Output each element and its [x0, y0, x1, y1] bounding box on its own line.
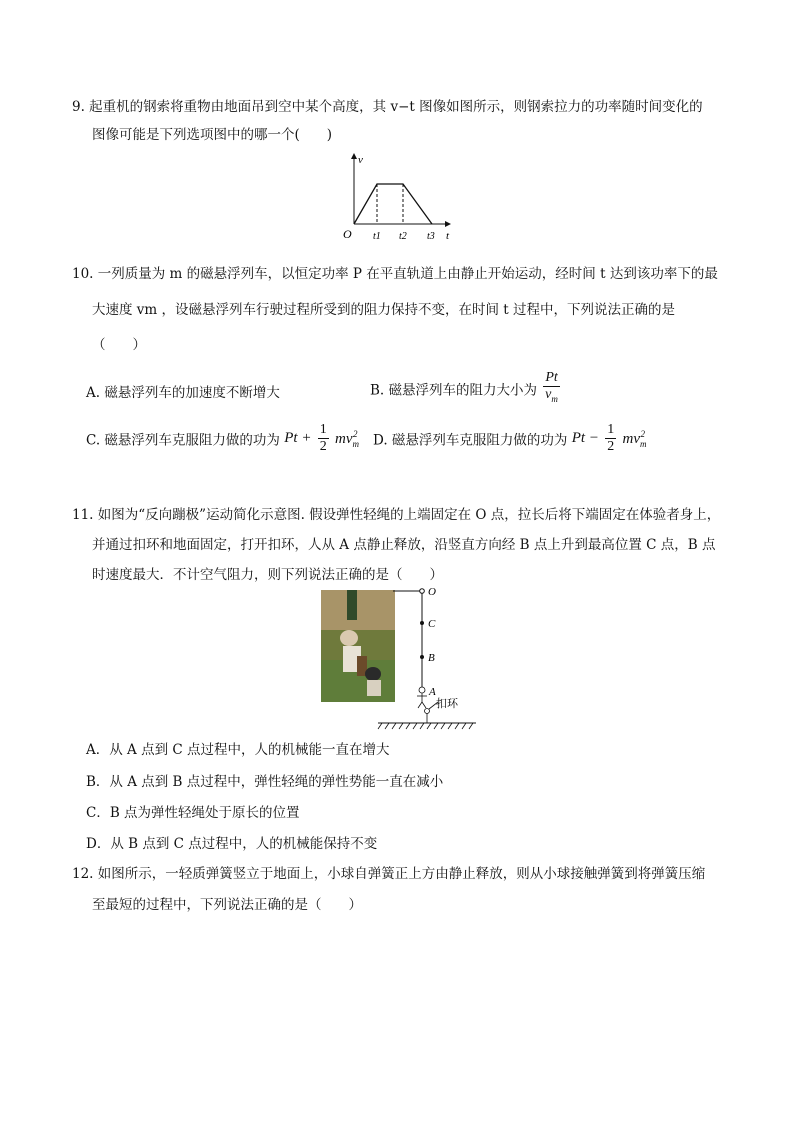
q9-line1: 9. 起重机的钢索将重物由地面吊到空中某个高度，其 v−t 图像如图所示，则钢索拉力的功率随时间变化的: [72, 99, 703, 115]
q10-option-d-text: D. 磁悬浮列车克服阻力做的功为: [373, 432, 568, 449]
q11-line1: 11. 如图为“反向蹦极”运动简化示意图. 假设弹性轻绳的上端固定在 O 点，拉长后将下端固定在体验者身上，: [72, 507, 721, 523]
q11-line3: 时速度最大．不计空气阻力，则下列说法正确的是（ ）: [92, 567, 443, 583]
q10-option-a: A. 磁悬浮列车的加速度不断增大: [86, 385, 280, 401]
q10-option-c: C. 磁悬浮列车克服阻力做的功为 Pt + $\frac{1}{2}$ $mv_m^2$: [86, 422, 360, 454]
q10-line2: 大速度 vm ，设磁悬浮列车行驶过程所受到的阻力保持不变，在时间 t 过程中，下列说法正确的是: [92, 302, 676, 318]
q10-option-c-fraction: $\frac{1}{2}$: [319, 422, 327, 454]
person-head: [419, 687, 425, 693]
q11-option-a: A．从 A 点到 C 点过程中，人的机械能一直在增大: [86, 742, 390, 758]
point-c: [420, 621, 424, 625]
bungee-schematic: [372, 585, 480, 731]
q10-option-d-fraction: $\frac{1}{2}$: [607, 422, 615, 454]
t2-label: t2: [399, 231, 407, 242]
t1-label: t1: [373, 231, 381, 242]
q10-option-b: [370, 370, 562, 407]
q11-option-d: D．从 B 点到 C 点过程中，人的机械能保持不变: [86, 836, 378, 852]
q11-line2: 并通过扣环和地面固定，打开扣环，人从 A 点静止释放，沿竖直方向经 B 点上升到最高位置 C 点，B 点: [92, 537, 716, 553]
q9-vt-graph: [335, 150, 465, 242]
label-clip: 扣环: [436, 698, 458, 710]
clip-ring: [425, 709, 430, 714]
q10-line3: （ ）: [92, 337, 146, 353]
q10-option-b-text: B. 磁悬浮列车的阻力大小为: [370, 382, 538, 399]
q10-option-d: D. 磁悬浮列车克服阻力做的功为 Pt − $\frac{1}{2}$ $mv_m^2$: [373, 422, 647, 454]
point-o: [420, 589, 425, 594]
v-label: v: [358, 154, 363, 166]
q11-option-b: B．从 A 点到 B 点过程中，弹性轻绳的弹性势能一直在减小: [86, 774, 444, 790]
q11-option-c: C．B 点为弹性轻绳处于原长的位置: [86, 805, 300, 821]
origin-label: O: [343, 227, 352, 241]
label-c: C: [428, 618, 436, 630]
q12-line2: 至最短的过程中，下列说法正确的是（ ）: [92, 897, 362, 913]
vt-curve: [354, 184, 432, 224]
q10-option-b-fraction: $\frac{Pt}{v_m}$: [545, 370, 558, 404]
q9-line2: 图像可能是下列选项图中的哪一个( ): [92, 127, 333, 143]
point-b: [420, 655, 424, 659]
q12-line1: 12. 如图所示，一轻质弹簧竖立于地面上，小球自弹簧正上方由静止释放，则从小球接触弹簧到将弹簧压缩: [72, 866, 706, 882]
label-b: B: [428, 652, 435, 664]
label-o: O: [428, 586, 436, 598]
q10-option-c-text: C. 磁悬浮列车克服阻力做的功为: [86, 432, 280, 449]
q10-line1: 10. 一列质量为 m 的磁悬浮列车，以恒定功率 P 在平直轨道上由静止开始运动，经时间 t 达到该功率下的最: [72, 266, 718, 282]
t-label: t: [446, 230, 450, 242]
t3-label: t3: [427, 231, 435, 242]
label-a: A: [429, 686, 436, 698]
ground-hatch: [378, 723, 473, 729]
